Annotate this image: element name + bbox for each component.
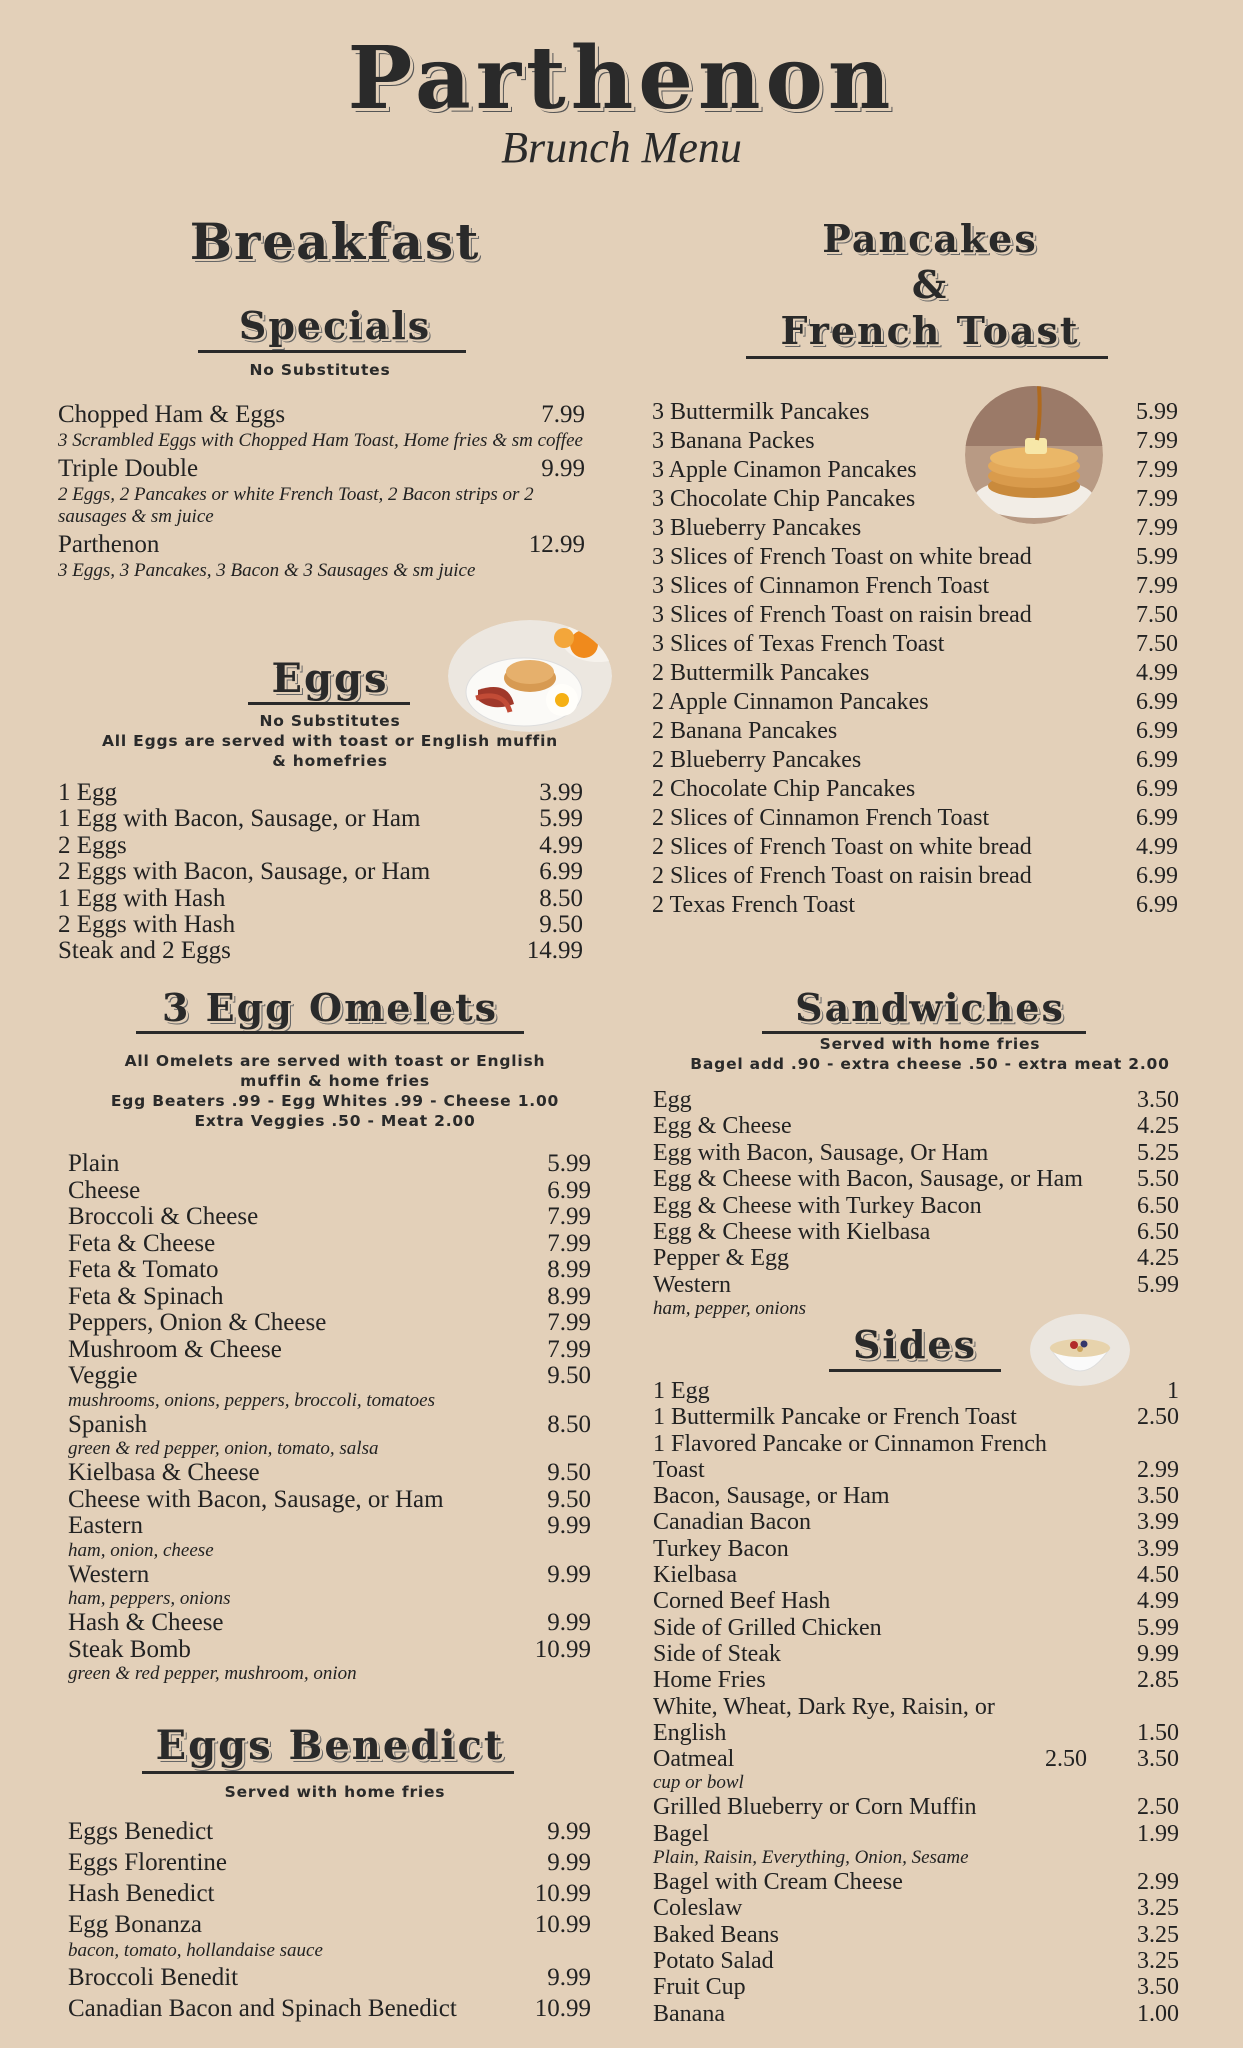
item-name: 3 Banana Packes <box>652 428 815 454</box>
menu-item <box>653 1193 1179 1219</box>
menu-item <box>653 1431 1179 1457</box>
menu-item <box>653 1483 1179 1509</box>
item-name: Western <box>653 1271 732 1298</box>
menu-item <box>652 833 1178 862</box>
item-price: 7.99 <box>1136 573 1178 599</box>
item-price: 3.99 <box>539 779 583 806</box>
item-name: Hash Benedict <box>68 1880 215 1907</box>
item-name: Western <box>68 1560 150 1588</box>
item-name: Pepper & Egg <box>653 1245 789 1272</box>
menu-item <box>653 1404 1179 1430</box>
item-description: green & red pepper, mushroom, onion <box>68 1663 357 1684</box>
sandwiches-note-1: Served with home fries <box>819 1035 1041 1053</box>
item-description: 2 Eggs, 2 Pancakes or white French Toast, 2 Bacon strips or 2 sausages & sm juice <box>58 484 534 527</box>
item-price: 9.99 <box>547 1560 591 1588</box>
menu-item <box>653 1245 1179 1271</box>
eggs-note-3: & homefries <box>272 752 388 770</box>
item-name: Cheese with Bacon, Sausage, or Ham <box>68 1485 444 1513</box>
menu-item <box>652 717 1178 746</box>
item-price: 4.99 <box>1136 834 1178 860</box>
menu-item <box>68 1816 591 1847</box>
item-name: 3 Chocolate Chip Pancakes <box>652 486 916 512</box>
sides-list <box>653 1378 1179 2027</box>
item-description: bacon, tomato, hollandaise sauce <box>68 1940 323 1961</box>
item-name: Egg <box>653 1087 692 1113</box>
eggs-note-1: No Substitutes <box>259 712 401 730</box>
menu-item <box>652 630 1178 659</box>
item-price: 5.99 <box>539 805 583 833</box>
item-name: 3 Slices of Texas French Toast <box>652 631 945 657</box>
item-name: 2 Chocolate Chip Pancakes <box>652 776 916 802</box>
item-name: Egg Bonanza <box>68 1911 202 1938</box>
item-price: 6.99 <box>1136 892 1178 918</box>
item-name: 1 Egg with Bacon, Sausage, or Ham <box>58 805 421 833</box>
menu-item <box>68 1284 591 1311</box>
item-price: 6.99 <box>539 858 583 886</box>
item-name: Spanish <box>68 1410 148 1438</box>
menu-item <box>58 806 583 832</box>
menu-item <box>652 572 1178 601</box>
item-price: 6.99 <box>1136 805 1178 831</box>
item-price: 1.99 <box>1137 1820 1179 1847</box>
menu-item <box>652 427 1178 456</box>
item-name: Parthenon <box>58 531 160 558</box>
menu-item <box>653 1869 1179 1895</box>
menu-item <box>58 859 583 885</box>
menu-item <box>68 1178 591 1205</box>
menu-item <box>68 1993 591 2024</box>
item-name: Canadian Bacon <box>653 1509 811 1536</box>
item-name: Baked Beans <box>653 1921 779 1948</box>
menu-item <box>652 775 1178 804</box>
specials-note: No Substitutes <box>249 361 391 379</box>
item-price: 10.99 <box>534 1880 591 1907</box>
item-price: 1.50 <box>1137 1719 1179 1746</box>
item-name: Kielbasa <box>653 1562 737 1589</box>
menu-item <box>68 1562 591 1589</box>
menu-item <box>653 1895 1179 1921</box>
item-price: 9.50 <box>547 1485 591 1513</box>
menu-item <box>652 543 1178 572</box>
omelets-title: 3 Egg Omelets <box>161 985 499 1030</box>
item-price: 12.99 <box>528 531 585 558</box>
menu-item <box>653 2001 1179 2027</box>
item-name: Peppers, Onion & Cheese <box>68 1309 327 1336</box>
menu-item <box>58 833 583 859</box>
menu-item <box>652 456 1178 485</box>
menu-item <box>68 1487 591 1514</box>
menu-item <box>653 1720 1179 1746</box>
omelets-note-1: All Omelets are served with toast or English <box>124 1052 546 1070</box>
menu-item <box>653 1219 1179 1245</box>
menu-item <box>652 862 1178 891</box>
pancakes-list <box>652 398 1178 920</box>
item-name: Turkey Bacon <box>653 1535 789 1562</box>
item-name: Hash & Cheese <box>68 1609 224 1636</box>
menu-item <box>58 912 583 938</box>
menu-item <box>653 1794 1179 1820</box>
item-price: 7.99 <box>1136 486 1178 512</box>
item-name: 2 Texas French Toast <box>652 892 856 918</box>
item-price: 7.50 <box>1136 602 1178 628</box>
item-name: Egg & Cheese with Kielbasa <box>653 1218 931 1245</box>
item-name: Side of Steak <box>653 1640 781 1667</box>
item-price: 8.99 <box>547 1282 591 1310</box>
item-name: Bagel <box>653 1820 709 1847</box>
item-name: Side of Grilled Chicken <box>653 1614 882 1641</box>
item-name: Steak Bomb <box>68 1635 191 1663</box>
menu-item <box>653 1694 1179 1720</box>
item-name: 1 Buttermilk Pancake or French Toast <box>653 1404 1017 1431</box>
item-name: White, Wheat, Dark Rye, Raisin, or <box>653 1693 995 1720</box>
item-price: 10.99 <box>534 1995 591 2022</box>
menu-item <box>653 1378 1179 1404</box>
item-name: English <box>653 1719 727 1746</box>
item-name: 3 Buttermilk Pancakes <box>652 399 870 425</box>
item-name: Feta & Tomato <box>68 1256 219 1283</box>
item-price: 3.50 <box>1137 1746 1179 1773</box>
item-name: Canadian Bacon and Spinach Benedict <box>68 1995 457 2022</box>
menu-item <box>653 1974 1179 2000</box>
menu-item <box>652 746 1178 775</box>
item-price: 9.99 <box>547 1849 591 1876</box>
menu-item <box>653 1509 1179 1535</box>
item-description: ham, peppers, onions <box>68 1588 231 1609</box>
item-name: Corned Beef Hash <box>653 1588 831 1615</box>
item-description: ham, pepper, onions <box>653 1298 807 1320</box>
menu-item <box>68 1513 591 1540</box>
item-price: 5.99 <box>1137 1271 1179 1298</box>
breakfast-title: Breakfast <box>189 212 481 271</box>
specials-list <box>58 400 585 584</box>
menu-item <box>58 938 583 964</box>
item-price: 1 <box>1167 1378 1179 1404</box>
item-name: 3 Slices of Cinnamon French Toast <box>652 573 990 599</box>
item-price: 14.99 <box>526 937 583 965</box>
item-price: 4.99 <box>539 831 583 859</box>
item-description: 3 Eggs, 3 Pancakes, 3 Bacon & 3 Sausages & sm juice <box>58 560 476 581</box>
item-name: Steak and 2 Eggs <box>58 937 231 965</box>
item-name: 1 Egg <box>58 779 118 806</box>
item-price: 8.99 <box>547 1256 591 1283</box>
menu-item <box>68 1231 591 1258</box>
item-price: 7.99 <box>547 1229 591 1257</box>
sandwiches-title: Sandwiches <box>795 985 1065 1030</box>
item-name: Home Fries <box>653 1667 766 1694</box>
item-price: 7.99 <box>1136 428 1178 454</box>
item-price: 2.50 <box>1137 1404 1179 1431</box>
item-price: 2.99 <box>1137 1456 1179 1483</box>
item-price: 6.99 <box>1136 863 1178 889</box>
item-price: 9.99 <box>547 1964 591 1991</box>
item-name: Bagel with Cream Cheese <box>653 1869 903 1896</box>
item-name: Coleslaw <box>653 1895 743 1922</box>
menu-item <box>653 1087 1179 1113</box>
menu-item <box>652 891 1178 920</box>
item-name: Veggie <box>68 1362 138 1389</box>
item-price: 10.99 <box>534 1911 591 1938</box>
item-price: 9.50 <box>539 910 583 938</box>
eggs-note-2: All Eggs are served with toast or English muffin <box>101 732 559 750</box>
item-price: 3.25 <box>1137 1947 1179 1974</box>
pancakes-title-1: Pancakes <box>822 216 1038 261</box>
item-name: Kielbasa & Cheese <box>68 1459 260 1486</box>
item-price: 10.99 <box>534 1635 591 1663</box>
item-price: 3.25 <box>1137 1921 1179 1948</box>
item-price: 5.99 <box>1136 399 1178 425</box>
pancakes-title-3: French Toast <box>780 308 1080 353</box>
item-price: 3.50 <box>1137 1974 1179 2001</box>
menu-item <box>68 1610 591 1637</box>
item-name: Egg & Cheese with Turkey Bacon <box>653 1192 982 1219</box>
menu-item <box>653 1536 1179 1562</box>
oatmeal-bowl-image <box>1030 1314 1130 1386</box>
item-name: Egg with Bacon, Sausage, Or Ham <box>653 1139 989 1166</box>
item-name: 1 Egg with Hash <box>58 884 226 912</box>
item-name: 2 Eggs <box>58 831 127 859</box>
menu-item <box>68 1257 591 1284</box>
sandwiches-note <box>640 1034 1220 1074</box>
item-name: Toast <box>653 1456 705 1483</box>
item-price: 9.99 <box>541 455 585 482</box>
item-price: 2.99 <box>1137 1869 1179 1896</box>
item-name: 2 Eggs with Hash <box>58 910 236 938</box>
item-price: 5.50 <box>1137 1166 1179 1193</box>
item-description: cup or bowl <box>653 1772 744 1794</box>
item-price: 9.99 <box>547 1818 591 1845</box>
item-name: Oatmeal <box>653 1746 735 1773</box>
menu-item <box>653 1457 1179 1483</box>
item-price: 9.99 <box>1137 1640 1179 1667</box>
item-name: Eggs Florentine <box>68 1849 228 1876</box>
item-name: 2 Apple Cinnamon Pancakes <box>652 689 929 715</box>
item-price: 3.25 <box>1137 1895 1179 1922</box>
item-price: 5.25 <box>1137 1139 1179 1166</box>
item-price: 5.99 <box>1137 1614 1179 1641</box>
menu-item <box>653 1746 1179 1772</box>
menu-item <box>68 1310 591 1337</box>
pancakes-title-2: & <box>911 262 949 307</box>
menu-item <box>58 400 585 430</box>
benedict-list <box>68 1816 591 2024</box>
item-price: 5.99 <box>1136 544 1178 570</box>
item-price: 7.50 <box>1136 631 1178 657</box>
item-name: 2 Slices of French Toast on white bread <box>652 834 1032 860</box>
pancakes-rule <box>746 356 1108 359</box>
item-name: 2 Slices of Cinnamon French Toast <box>652 805 990 831</box>
menu-item <box>68 1460 591 1487</box>
menu-item <box>68 1412 591 1439</box>
specials-rule <box>198 350 466 353</box>
item-name: 1 Flavored Pancake or Cinnamon French <box>653 1430 1047 1457</box>
menu-subtitle: Brunch Menu <box>501 123 742 172</box>
menu-item <box>68 1847 591 1878</box>
menu-item <box>68 1878 591 1909</box>
eggs-title: Eggs <box>271 655 389 702</box>
menu-item <box>653 1615 1179 1641</box>
menu-item <box>653 1641 1179 1667</box>
item-name: 2 Blueberry Pancakes <box>652 747 862 773</box>
item-price: 9.99 <box>547 1512 591 1539</box>
menu-item <box>652 485 1178 514</box>
item-name: Eastern <box>68 1512 143 1539</box>
item-price: 6.99 <box>547 1176 591 1204</box>
item-price: 3.99 <box>1137 1535 1179 1562</box>
item-price: 3.99 <box>1137 1509 1179 1536</box>
menu-item <box>68 1962 591 1993</box>
omelets-note-2: muffin & home fries <box>240 1072 430 1090</box>
item-price: 4.25 <box>1137 1113 1179 1140</box>
menu-item <box>68 1151 591 1178</box>
item-price: 7.99 <box>1136 457 1178 483</box>
item-price: 7.99 <box>547 1335 591 1363</box>
item-description: 3 Scrambled Eggs with Chopped Ham Toast, Home fries & sm coffee <box>58 430 583 451</box>
menu-item <box>652 659 1178 688</box>
item-name: Bacon, Sausage, or Ham <box>653 1483 890 1510</box>
menu-item <box>653 1166 1179 1192</box>
item-name: Chopped Ham & Eggs <box>58 401 286 428</box>
item-name: 2 Eggs with Bacon, Sausage, or Ham <box>58 858 431 886</box>
oatmeal-bowl-photo <box>1030 1314 1130 1386</box>
menu-item <box>653 1562 1179 1588</box>
item-price: 6.50 <box>1137 1218 1179 1245</box>
menu-item <box>653 1113 1179 1139</box>
sandwiches-note-2: Bagel add .90 - extra cheese .50 - extra meat 2.00 <box>690 1055 1170 1073</box>
item-price: 6.99 <box>1136 747 1178 773</box>
menu-item <box>68 1637 591 1664</box>
menu-item <box>58 886 583 912</box>
menu-item <box>653 1922 1179 1948</box>
item-price: 8.50 <box>539 884 583 912</box>
eggs-list <box>58 780 583 965</box>
menu-item <box>653 1667 1179 1693</box>
item-price: 2.85 <box>1137 1667 1179 1694</box>
item-description: ham, onion, cheese <box>68 1539 214 1561</box>
specials-title: Specials <box>238 303 432 348</box>
item-price: 8.50 <box>547 1410 591 1438</box>
menu-item <box>68 1363 591 1390</box>
menu-item <box>652 804 1178 833</box>
menu-item <box>653 1272 1179 1298</box>
menu-item <box>652 601 1178 630</box>
item-price: 4.25 <box>1137 1245 1179 1272</box>
omelets-note <box>30 1051 640 1131</box>
item-price: 7.99 <box>547 1203 591 1230</box>
benedict-title: Eggs Benedict <box>155 1722 505 1769</box>
omelets-note-3: Egg Beaters .99 - Egg Whites .99 - Cheese 1.00 <box>110 1092 560 1110</box>
item-price: 4.99 <box>1137 1588 1179 1615</box>
sandwiches-list <box>653 1087 1179 1320</box>
item-name: Egg & Cheese with Bacon, Sausage, or Ham <box>653 1166 1083 1193</box>
omelets-rule <box>136 1031 524 1034</box>
menu-item <box>653 1588 1179 1614</box>
benedict-rule <box>142 1771 514 1774</box>
menu-item <box>653 1821 1179 1847</box>
item-name: 3 Blueberry Pancakes <box>652 515 862 541</box>
item-price: 9.50 <box>547 1362 591 1389</box>
item-price: 4.50 <box>1137 1562 1179 1589</box>
item-name: 2 Slices of French Toast on raisin bread <box>652 863 1032 889</box>
item-price: 5.99 <box>547 1150 591 1177</box>
item-name: Eggs Benedict <box>68 1818 214 1845</box>
menu-item <box>652 398 1178 427</box>
item-price: 3.50 <box>1137 1087 1179 1113</box>
item-description: mushrooms, onions, peppers, broccoli, tomatoes <box>68 1389 435 1411</box>
item-price: 9.99 <box>547 1609 591 1636</box>
item-price: 7.99 <box>547 1309 591 1336</box>
item-name: 3 Apple Cinamon Pancakes <box>652 457 917 483</box>
omelets-note-4: Extra Veggies .50 - Meat 2.00 <box>194 1112 476 1130</box>
eggs-rule <box>248 702 410 705</box>
item-price: 7.99 <box>541 401 585 428</box>
omelets-list <box>68 1151 591 1685</box>
item-price: 6.50 <box>1137 1192 1179 1219</box>
menu-item <box>652 514 1178 543</box>
item-name: Banana <box>653 2000 725 2027</box>
benedict-note: Served with home fries <box>224 1783 446 1801</box>
eggs-note <box>30 711 630 771</box>
item-name: Broccoli & Cheese <box>68 1203 259 1230</box>
item-name: 3 Slices of French Toast on white bread <box>652 544 1032 570</box>
menu-item <box>68 1909 591 1940</box>
menu-item <box>653 1140 1179 1166</box>
item-name: Plain <box>68 1150 120 1177</box>
sides-rule <box>829 1369 1001 1372</box>
item-price: 9.50 <box>547 1459 591 1486</box>
menu-item <box>653 1948 1179 1974</box>
menu-item <box>58 530 585 560</box>
menu-item <box>68 1204 591 1231</box>
item-name: Feta & Cheese <box>68 1229 216 1257</box>
item-price: 6.99 <box>1136 689 1178 715</box>
sides-title: Sides <box>852 1322 978 1367</box>
item-name: Triple Double <box>58 455 199 482</box>
item-name: 3 Slices of French Toast on raisin bread <box>652 602 1032 628</box>
item-name: Mushroom & Cheese <box>68 1335 282 1363</box>
item-name: Grilled Blueberry or Corn Muffin <box>653 1794 977 1821</box>
item-name: Broccoli Benedit <box>68 1964 239 1991</box>
item-name: Cheese <box>68 1176 141 1204</box>
item-name: Fruit Cup <box>653 1974 746 2001</box>
item-description: green & red pepper, onion, tomato, salsa <box>68 1438 379 1459</box>
item-price: 7.99 <box>1136 515 1178 541</box>
menu-item <box>58 780 583 806</box>
restaurant-name: Parthenon <box>347 28 896 129</box>
item-name: Feta & Spinach <box>68 1282 224 1310</box>
item-name: Potato Salad <box>653 1947 774 1974</box>
item-price: 3.50 <box>1137 1483 1179 1510</box>
item-price: 4.99 <box>1136 660 1178 686</box>
item-name: 1 Egg <box>653 1378 710 1404</box>
item-price: 6.99 <box>1136 718 1178 744</box>
item-name: 2 Banana Pancakes <box>652 718 838 744</box>
item-description: Plain, Raisin, Everything, Onion, Sesame <box>653 1847 969 1869</box>
item-price: 1.00 <box>1137 2000 1179 2027</box>
item-price: 2.50 <box>1137 1794 1179 1821</box>
item-name: Egg & Cheese <box>653 1113 792 1140</box>
menu-item <box>68 1337 591 1364</box>
item-name: 2 Buttermilk Pancakes <box>652 660 870 686</box>
menu-item <box>652 688 1178 717</box>
item-price: 6.99 <box>1136 776 1178 802</box>
menu-item <box>58 454 585 484</box>
item-price-small: 2.50 <box>1045 1746 1087 1773</box>
